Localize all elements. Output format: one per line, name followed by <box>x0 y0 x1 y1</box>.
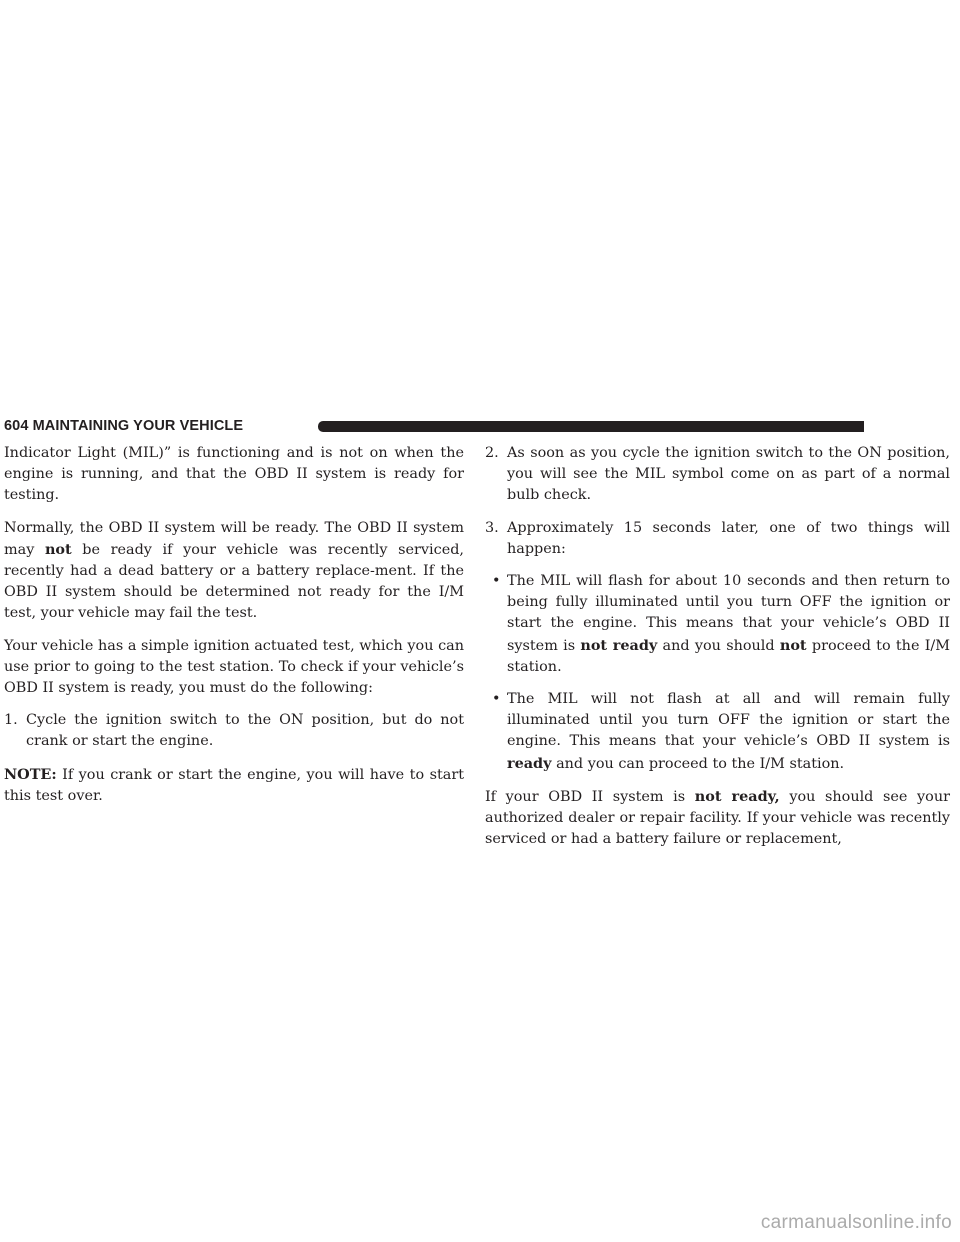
list-text: As soon as you cycle the ignition switch to the ON position, you will see the MIL symbol come on as part of a normal bulb check. <box>507 445 950 504</box>
left-column <box>4 443 464 807</box>
right-column <box>485 443 950 850</box>
bold-ready: ready <box>507 754 552 772</box>
text-span: The MIL will not flash at all and will remain fully illuminated until you turn OFF the ignition or start the engine. This means that your vehicle’s OBD II system is <box>507 691 950 750</box>
text-span: If your OBD II system is <box>485 788 686 805</box>
list-item-step-1 <box>4 710 464 752</box>
list-text: Cycle the ignition switch to the ON position, but do not crank or start the engine. <box>26 712 464 750</box>
bullet-item-not-ready <box>485 571 950 678</box>
list-item-step-2 <box>485 443 950 507</box>
text-span: The MIL will flash for about 10 seconds and then return to being fully illuminated until you turn OFF the ignition or start the engine. This means that your vehicle’s OBD II system is <box>507 573 950 654</box>
note-text: If you crank or start the engine, you will have to start this test over. <box>4 766 464 804</box>
paragraph-see-dealer <box>485 786 950 851</box>
bullet-marker: • <box>492 573 501 590</box>
list-marker: 2. <box>485 445 499 461</box>
page-number-and-section-title: 604 MAINTAINING YOUR VEHICLE <box>4 418 244 434</box>
bold-not: not <box>779 636 807 654</box>
list-item-step-3 <box>485 518 950 560</box>
list-marker: 1. <box>4 712 18 729</box>
paragraph-obd-ready <box>4 518 464 625</box>
bold-not: not <box>44 540 72 558</box>
list-text: Approximately 15 seconds later, one of two things will happen: <box>507 519 950 557</box>
paragraph-ignition-test: Your vehicle has a simple ignition actuated test, which you can use prior to going to the test station. To check if your vehicle’s OBD II system is ready, you must do the following: <box>4 637 464 697</box>
note-paragraph <box>4 764 464 807</box>
text-span: Normally, the OBD II system will be ready. The OBD II system may <box>4 519 464 558</box>
bold-not-ready: not ready <box>580 636 658 654</box>
text-span: you should see your authorized dealer or repair facility. If your vehicle was recently serviced or had a battery failure or replacement, <box>485 788 950 848</box>
bold-not-ready: not ready, <box>694 787 780 805</box>
text-span: and you should <box>662 637 775 654</box>
text-span: proceed to the I/M station. <box>507 637 950 675</box>
note-label: NOTE: <box>4 765 57 783</box>
text-span: be ready if your vehicle was recently serviced, recently had a dead battery or a battery replace-ment. If the OBD II system should be determined not ready for the I/M test, your vehicle may fail the test. <box>4 541 465 622</box>
text-span: and you can proceed to the I/M station. <box>556 755 845 772</box>
page-header <box>0 413 864 441</box>
watermark-text: carmanualsonline.info <box>760 1212 952 1233</box>
list-marker: 3. <box>485 519 499 536</box>
paragraph-mil-check: Indicator Light (MIL)” is functioning and is not on when the engine is running, and that the OBD II system is ready for testing. <box>4 445 464 504</box>
bullet-marker: • <box>492 691 501 708</box>
header-bar <box>318 421 864 432</box>
bullet-item-ready <box>485 689 950 775</box>
